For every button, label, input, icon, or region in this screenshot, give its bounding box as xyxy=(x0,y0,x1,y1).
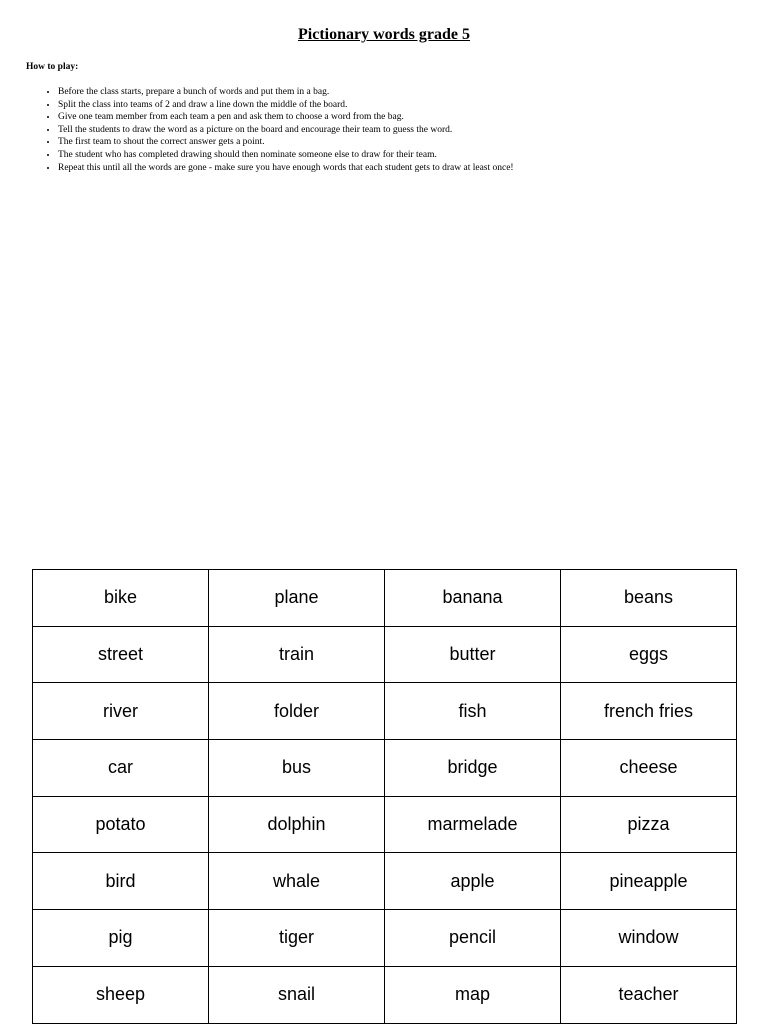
rule-item: • Split the class into teams of 2 and draw a line down the middle of the board. xyxy=(58,99,758,112)
word-cell: apple xyxy=(385,853,561,910)
how-to-play-heading: How to play: xyxy=(26,62,79,72)
rule-item: • Repeat this until all the words are gone - make sure you have enough words that each student gets to draw at least once! xyxy=(58,162,758,175)
word-cell: bird xyxy=(33,853,209,910)
word-row xyxy=(33,796,737,853)
word-cell: street xyxy=(33,626,209,683)
word-cell: plane xyxy=(209,570,385,627)
word-cell: pineapple xyxy=(561,853,737,910)
word-cell: snail xyxy=(209,966,385,1023)
rules-list xyxy=(42,86,758,174)
word-cell: window xyxy=(561,910,737,967)
rule-item: • The first team to shout the correct answer gets a point. xyxy=(58,136,758,149)
rule-item: • Before the class starts, prepare a bunch of words and put them in a bag. xyxy=(58,86,758,99)
word-cell: marmelade xyxy=(385,796,561,853)
rule-item: • Tell the students to draw the word as a picture on the board and encourage their team to guess the word. xyxy=(58,124,758,137)
word-cell: tiger xyxy=(209,910,385,967)
word-cell: pig xyxy=(33,910,209,967)
rule-item: • Give one team member from each team a pen and ask them to choose a word from the bag. xyxy=(58,111,758,124)
word-cell: bus xyxy=(209,740,385,797)
word-cell: banana xyxy=(385,570,561,627)
word-row xyxy=(33,966,737,1023)
word-cell: sheep xyxy=(33,966,209,1023)
word-cell: whale xyxy=(209,853,385,910)
word-cell: potato xyxy=(33,796,209,853)
word-cell: map xyxy=(385,966,561,1023)
word-cell: fish xyxy=(385,683,561,740)
word-cell: train xyxy=(209,626,385,683)
word-cell: car xyxy=(33,740,209,797)
rule-item: • The student who has completed drawing should then nominate someone else to draw for their team. xyxy=(58,149,758,162)
word-cell: river xyxy=(33,683,209,740)
word-cell: bridge xyxy=(385,740,561,797)
word-cell: pencil xyxy=(385,910,561,967)
word-cell: pizza xyxy=(561,796,737,853)
word-cell: french fries xyxy=(561,683,737,740)
word-row xyxy=(33,910,737,967)
word-row xyxy=(33,683,737,740)
word-cell: teacher xyxy=(561,966,737,1023)
word-row xyxy=(33,853,737,910)
word-cell: bike xyxy=(33,570,209,627)
word-table xyxy=(32,569,737,1024)
word-cell: folder xyxy=(209,683,385,740)
word-row xyxy=(33,740,737,797)
word-row xyxy=(33,570,737,627)
word-cell: dolphin xyxy=(209,796,385,853)
word-cell: eggs xyxy=(561,626,737,683)
word-cell: cheese xyxy=(561,740,737,797)
page-title: Pictionary words grade 5 xyxy=(298,26,470,43)
word-row xyxy=(33,626,737,683)
word-cell: beans xyxy=(561,570,737,627)
word-cell: butter xyxy=(385,626,561,683)
